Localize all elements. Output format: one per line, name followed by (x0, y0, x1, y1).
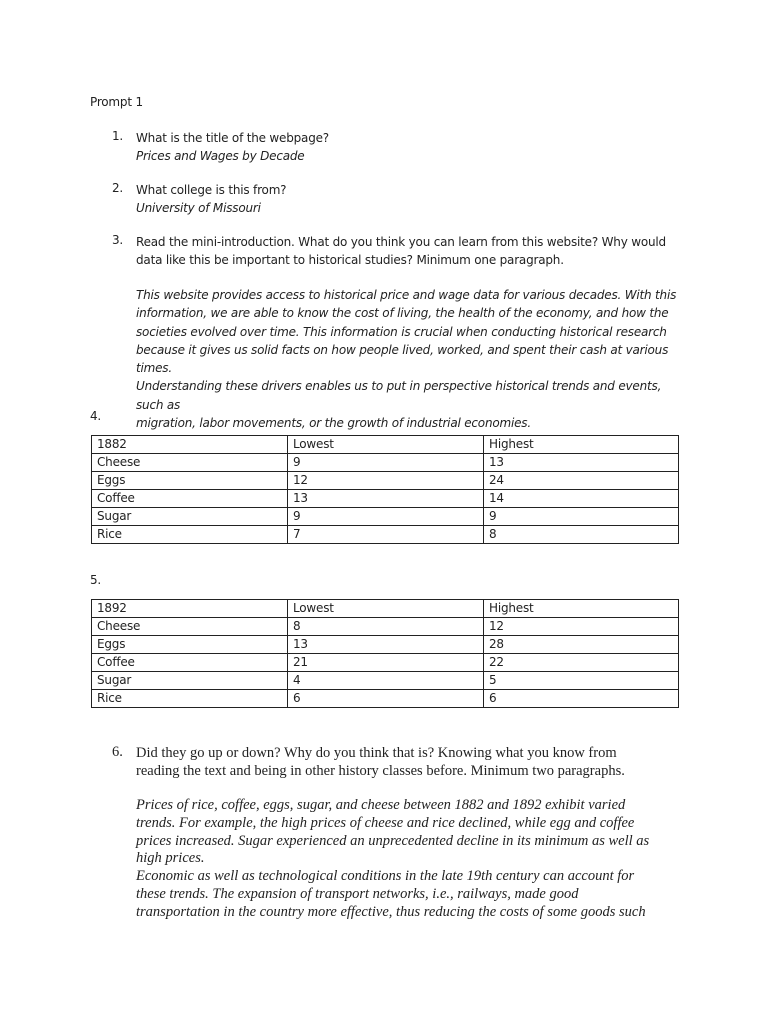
table-cell: Coffee (92, 654, 288, 672)
table-cell: 7 (288, 526, 484, 544)
table-cell: Sugar (92, 672, 288, 690)
question-text: What is the title of the webpage? (136, 131, 329, 145)
answer-6-paragraph (136, 797, 684, 922)
table-cell: 5 (484, 672, 679, 690)
table-row (92, 636, 679, 654)
table-cell: 14 (484, 490, 679, 508)
question-number: 3. (112, 233, 124, 247)
table-row (92, 526, 679, 544)
table-cell: 1882 (92, 436, 288, 454)
answer-line: prices increased. Sugar experienced an unprecedented decline in its minimum as well as (136, 832, 650, 849)
table-row (92, 490, 679, 508)
table-cell: Rice (92, 526, 288, 544)
table-row (92, 690, 679, 708)
table-cell: Lowest (288, 436, 484, 454)
question-1 (112, 129, 692, 165)
question-number: 6. (112, 744, 123, 760)
table-cell: 22 (484, 654, 679, 672)
answer-line: Understanding these drivers enables us to put in perspective historical trends and events, such as (136, 379, 662, 412)
table-cell: Sugar (92, 508, 288, 526)
table-row (92, 508, 679, 526)
table-cell: Rice (92, 690, 288, 708)
table-cell: Highest (484, 600, 679, 618)
question-2 (112, 181, 692, 217)
table-row (92, 654, 679, 672)
question-text-line: Did they go up or down? Why do you think that is? Knowing what you know from (136, 745, 617, 761)
prices-1882-table (91, 435, 679, 544)
table-cell: 6 (484, 690, 679, 708)
question-text-line: Read the mini-introduction. What do you think you can learn from this website? Why would (136, 235, 666, 249)
question-text-line: data like this be important to historical studies? Minimum one paragraph. (136, 253, 564, 267)
answer-line: societies evolved over time. This information is crucial when conducting historical research (136, 324, 667, 339)
question-text: What college is this from? (136, 183, 287, 197)
table-cell: 12 (288, 472, 484, 490)
table-cell: Coffee (92, 490, 288, 508)
prices-1892-table (91, 599, 679, 708)
table-cell: Cheese (92, 454, 288, 472)
table-cell: 4 (288, 672, 484, 690)
table-cell: 1892 (92, 600, 288, 618)
table-cell: 13 (288, 490, 484, 508)
table-cell: 13 (288, 636, 484, 654)
table-cell: 28 (484, 636, 679, 654)
table-cell: 24 (484, 472, 679, 490)
table-cell: 9 (484, 508, 679, 526)
answer-line: because it gives us solid facts on how people lived, worked, and spent their cash at various times. (136, 342, 669, 376)
question-3 (112, 233, 692, 269)
table-row (92, 454, 679, 472)
question-6 (112, 744, 692, 780)
table-header-row (92, 436, 679, 454)
question-text-line: reading the text and being in other history classes before. Minimum two paragraphs. (136, 763, 625, 779)
question-number: 1. (112, 129, 124, 143)
answer-line: high prices. (136, 850, 205, 867)
table-cell: Highest (484, 436, 679, 454)
answer-line: transportation in the country more effective, thus reducing the costs of some goods such (136, 903, 646, 920)
table-header-row (92, 600, 679, 618)
answer-line: migration, labor movements, or the growth of industrial economies. (136, 416, 531, 431)
page-title: Prompt 1 (90, 95, 143, 109)
table-cell: 8 (288, 618, 484, 636)
table-cell: 9 (288, 454, 484, 472)
table-cell: 9 (288, 508, 484, 526)
table-row (92, 618, 679, 636)
section-4-number: 4. (90, 409, 102, 423)
table-cell: Lowest (288, 600, 484, 618)
question-number: 2. (112, 181, 124, 195)
table-cell: 12 (484, 618, 679, 636)
answer-line: information, we are able to know the cost of living, the health of the economy, and how the (136, 306, 669, 321)
answer-line: Economic as well as technological conditions in the late 19th century can account for (136, 868, 635, 885)
answer-text: Prices and Wages by Decade (136, 149, 305, 163)
answer-line: Prices of rice, coffee, eggs, sugar, and cheese between 1882 and 1892 exhibit varied (136, 797, 626, 813)
table-cell: 13 (484, 454, 679, 472)
section-5-number: 5. (90, 573, 102, 587)
answer-line: these trends. The expansion of transport networks, i.e., railways, made good (136, 885, 579, 902)
answer-3-paragraph (136, 286, 684, 432)
answer-line: trends. For example, the high prices of cheese and rice declined, while egg and coffee (136, 814, 635, 831)
table-cell: 6 (288, 690, 484, 708)
table-cell: 8 (484, 526, 679, 544)
answer-text: University of Missouri (136, 201, 261, 215)
table-cell: 21 (288, 654, 484, 672)
answer-line: This website provides access to historical price and wage data for various decades. With this (136, 288, 677, 302)
table-cell: Eggs (92, 636, 288, 654)
table-cell: Cheese (92, 618, 288, 636)
table-row (92, 472, 679, 490)
table-row (92, 672, 679, 690)
table-cell: Eggs (92, 472, 288, 490)
